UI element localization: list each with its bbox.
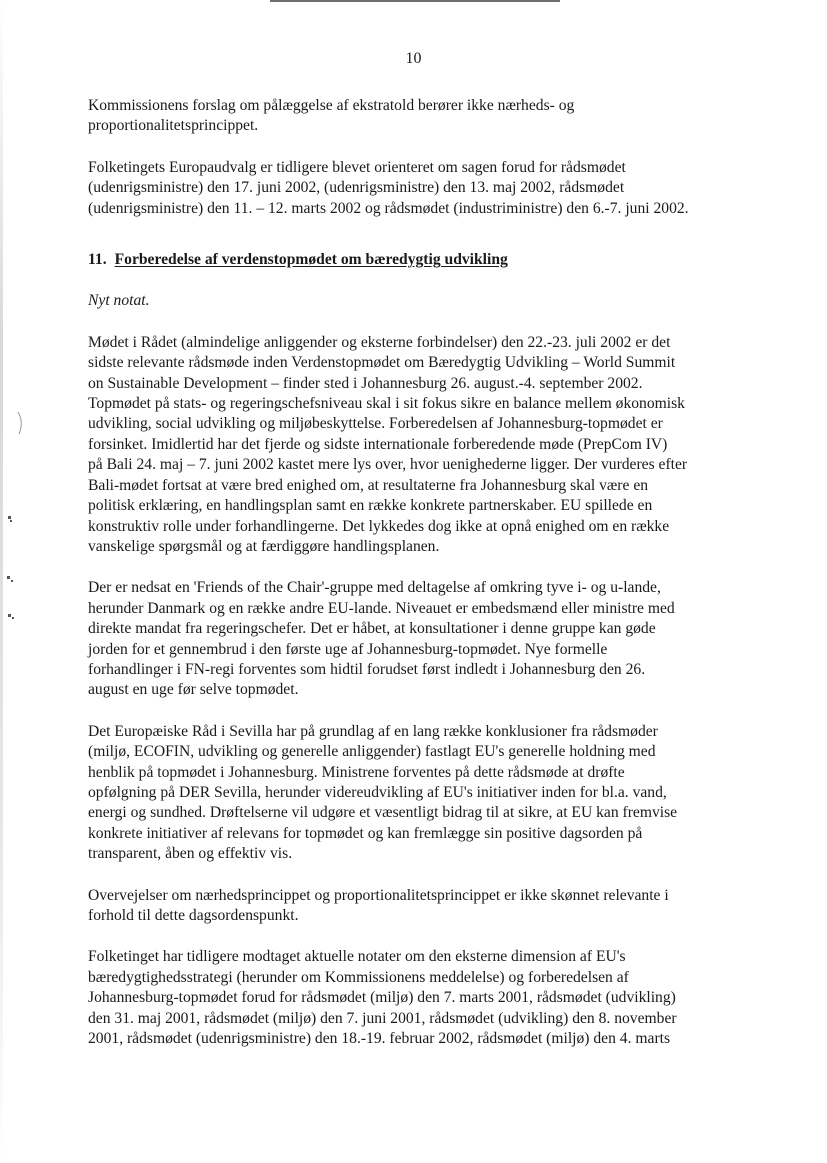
text-line: Bali-mødet fortsat at være bred enighed om, at resultaterne fra Johannesburg skal være en bbox=[88, 476, 649, 494]
text-line: (udenrigsministre) den 17. juni 2002, (udenrigsministre) den 13. maj 2002, rådsmødet bbox=[88, 179, 625, 197]
scan-artifact-top-line bbox=[270, 0, 560, 2]
scan-artifact-left-edge bbox=[0, 0, 3, 1163]
text-line: Johannesburg-topmødet forud for rådsmødet (miljø) den 7. marts 2001, rådsmødet (udvikling) bbox=[88, 989, 676, 1007]
section-title: Forberedelse af verdenstopmødet om bæredygtig udvikling bbox=[114, 251, 508, 269]
text-line: på Bali 24. maj – 7. juni 2002 kastet mere lys over, hvor uenighederne ligger. Der vurderes efter bbox=[88, 456, 688, 474]
text-line: transparent, åben og effektiv vis. bbox=[88, 845, 293, 863]
note-label: Nyt notat. bbox=[88, 292, 150, 310]
paragraph-previous-notes bbox=[88, 947, 758, 1049]
text-line: Der er nedsat en 'Friends of the Chair'-gruppe med deltagelse af omkring tyve i- og u-lande, bbox=[88, 579, 661, 597]
text-line: Det Europæiske Råd i Sevilla har på grundlag af en lang række konklusioner fra rådsmøder bbox=[88, 722, 658, 740]
text-line: Folketinget har tidligere modtaget aktuelle notater om den eksterne dimension af EU's bbox=[88, 948, 626, 966]
text-line: forhold til dette dagsordenspunkt. bbox=[88, 907, 299, 924]
text-line: Folketingets Europaudvalg er tidligere blevet orienteret om sagen forud for rådsmødet bbox=[88, 158, 626, 176]
text-line: konkrete initiativer af relevans for topmødet og kan fremlægge sin positive dagsorden på bbox=[88, 824, 643, 842]
text-line: (udenrigsministre) den 11. – 12. marts 2002 og rådsmødet (industriministre) den 6.-7. juni 2002. bbox=[88, 199, 689, 217]
text-line: direkte mandat fra regeringschefer. Det er håbet, at konsultationer i denne gruppe kan gøde bbox=[88, 620, 656, 638]
text-line: 2001, rådsmødet (udenrigsministre) den 18.-19. februar 2002, rådsmødet (miljø) den 4. marts bbox=[88, 1030, 671, 1048]
paragraph-friends-of-chair bbox=[88, 578, 758, 700]
text-line: herunder Danmark og en række andre EU-lande. Niveauet er embedsmænd eller ministre med bbox=[88, 599, 675, 617]
paragraph-subsidiarity-note bbox=[88, 96, 758, 137]
section-heading bbox=[88, 250, 758, 270]
text-line: jorden for et gennembrud i den første uge af Johannesburg-topmødet. Nye formelle bbox=[88, 640, 608, 658]
paragraph-council-meeting bbox=[88, 333, 758, 557]
paragraph-subsidiarity-relevance bbox=[88, 886, 758, 927]
text-line: konstruktiv rolle under forhandlingerne. Det lykkedes dog ikke at opnå enighed om en række bbox=[88, 517, 670, 535]
text-line: vanskelige spørgsmål og at færdiggøre handlingsplanen. bbox=[88, 537, 440, 555]
text-line: den 31. maj 2001, rådsmødet (miljø) den 7. juni 2001, rådsmødet (udvikling) den 8. november bbox=[88, 1009, 677, 1027]
section-number: 11. bbox=[88, 251, 107, 269]
text-line: Kommissionens forslag om pålæggelse af ekstratold berører ikke nærheds- og bbox=[88, 97, 575, 114]
document-body bbox=[88, 96, 758, 1049]
text-line: forhandlinger i FN-regi forventes som hidtil forudset først indledt i Johannesburg den 26. bbox=[88, 660, 646, 678]
scan-specks-decoration bbox=[4, 400, 26, 640]
text-line: opfølgning på DER Sevilla, herunder videreudvikling af EU's initiativer inden for bl.a. vand, bbox=[88, 783, 667, 801]
text-line: udvikling, social udvikling og miljøbeskyttelse. Forberedelsen af Johannesburg-topmødet er bbox=[88, 415, 663, 433]
text-line: forsinket. Imidlertid har det fjerde og sidste internationale forberedende møde (PrepCom IV) bbox=[88, 435, 668, 453]
paragraph-european-council-sevilla bbox=[88, 722, 758, 865]
text-line: henblik på topmødet i Johannesburg. Ministrene forventes på dette rådsmøde at drøfte bbox=[88, 763, 625, 781]
text-line: politisk erklæring, en handlingsplan samt en række konkrete partnerskaber. EU spillede en bbox=[88, 497, 653, 515]
text-line: bæredygtighedsstrategi (herunder om Kommissionens meddelelse) og forberedelsen af bbox=[88, 968, 629, 986]
text-line: proportionalitetsprincippet. bbox=[88, 117, 259, 135]
text-line: Overvejelser om nærhedsprincippet og proportionalitetsprincippet er ikke skønnet relevante i bbox=[88, 886, 669, 904]
page-number: 10 bbox=[405, 50, 422, 67]
text-line: august en uge før selve topmødet. bbox=[88, 681, 299, 699]
text-line: sidste relevante rådsmøde inden Verdenstopmødet om Bæredygtig Udvikling – World Summit bbox=[88, 354, 676, 372]
text-line: (miljø, ECOFIN, udvikling og generelle anliggender) fastlagt EU's generelle holdning med bbox=[88, 743, 656, 761]
text-line: Topmødet på stats- og regeringschefsniveau skal i sit fokus sikre en balance mellem økonomisk bbox=[88, 395, 685, 413]
text-line: energi og sundhed. Drøftelserne vil udgøre et væsentligt bidrag til at sikre, at EU kan fremvise bbox=[88, 804, 678, 822]
paragraph-committee-briefing bbox=[88, 158, 758, 219]
text-line: Mødet i Rådet (almindelige anliggender og eksterne forbindelser) den 22.-23. juli 2002 er det bbox=[88, 333, 671, 351]
text-line: on Sustainable Development – finder sted i Johannesburg 26. august.-4. september 2002. bbox=[88, 374, 643, 392]
